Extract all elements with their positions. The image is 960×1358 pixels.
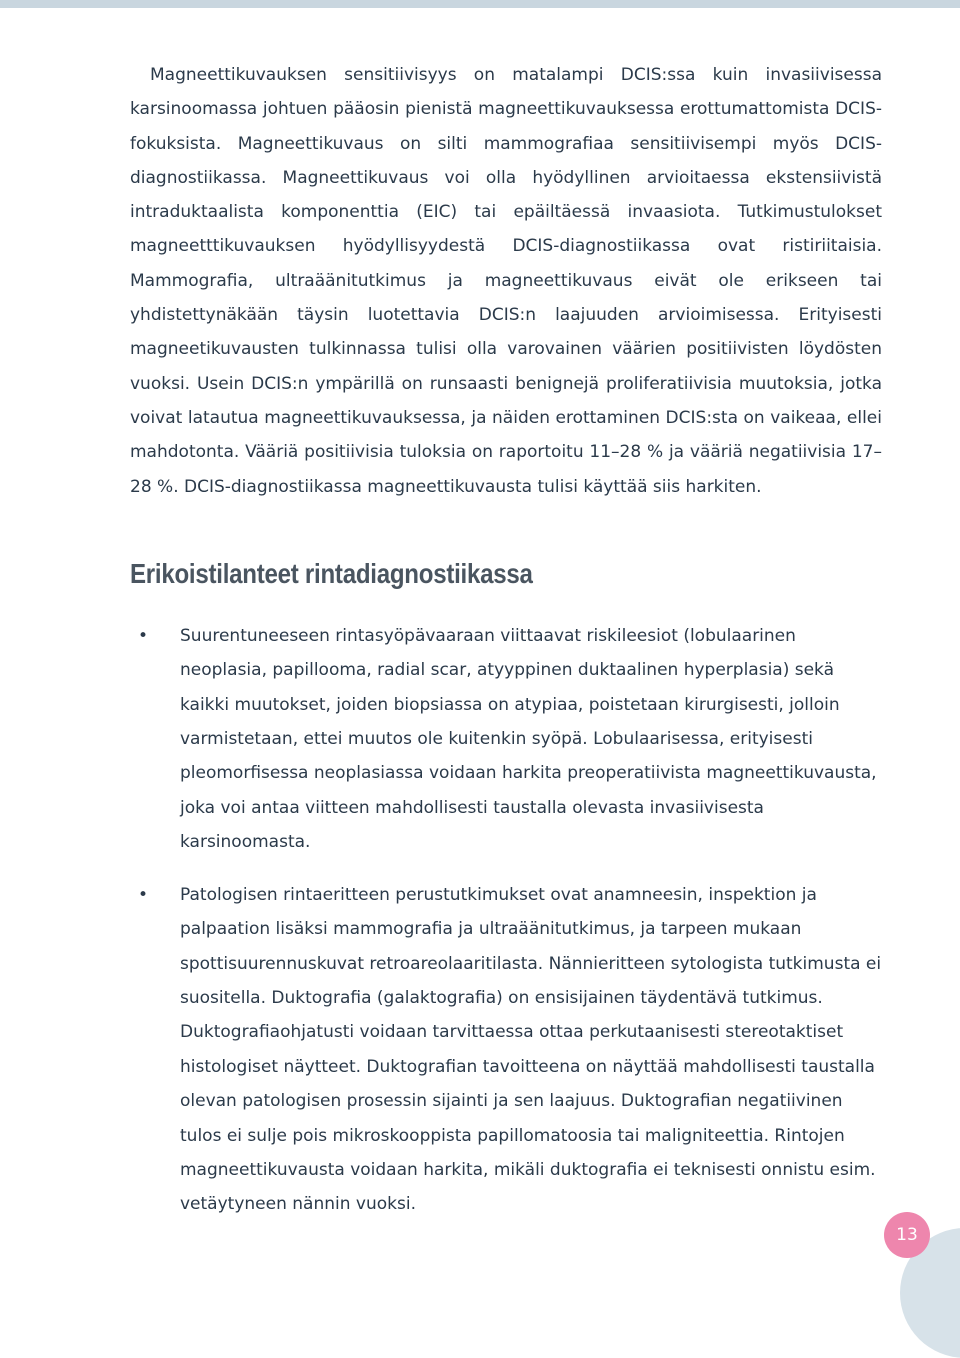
section-heading: Erikoistilanteet rintadiagnostiikassa: [130, 557, 533, 589]
intro-paragraph-text: Magneettikuvauksen sensitiivisyys on matalampi DCIS:ssa kuin invasiivisessa karsinoomassa johtuen pääosin pienistä magneettikuvauksessa erottumattomista DCIS-fokuksista. Magneettikuvaus on silti mammografiaa sensitiivisempi myös DCIS-diagnostiikassa. Magneettikuvaus voi olla hyödyllinen arvioitaessa ekstensiivistä intraduktaalista komponenttia (EIC) tai epäiltäessä invaasiota. Tutkimustulokset magneetttikuvauksen hyödyllisyydestä DCIS-diagnostiikassa ovat ristiriitaisia. Mammografia, ultraäänitutkimus ja magneettikuvaus eivät ole erikseen tai yhdistettynäkään täysin luotettavia DCIS:n laajuuden arvioimisessa. Erityisesti magneetikuvausten tulkinnassa tulisi olla varovainen väärien positiivisten löydösten vuoksi. Usein DCIS:n ympärillä on runsaasti benignejä proliferatiivisia muutoksia, jotka voivat latautua magneettikuvauksessa, ja näiden erottaminen DCIS:sta on vaikeaa, ellei mahdotonta. Vääriä positiivisia tuloksia on raportoitu 11–28 % ja vääriä negatiivisia 17–28 %. DCIS-diagnostiikassa magneettikuvausta tulisi käyttää siis harkiten.: [130, 65, 882, 497]
bullet-icon: •: [138, 625, 149, 646]
bullet-icon: •: [138, 884, 149, 905]
page-number: 13: [896, 1225, 918, 1245]
bullet-list: [130, 619, 882, 1222]
list-item-text: Patologisen rintaeritteen perustutkimukset ovat anamneesin, inspektion ja palpaation lisäksi mammografia ja ultraäänitutkimus, ja tarpeen mukaan spottisuurennuskuvat retroareolaaritilasta. Nännieritteen sytologista tutkimusta ei suositella. Duktografia (galaktografia) on ensisijainen täydentävä tutkimus. Duktografiaohjatusti voidaan tarvittaessa ottaa perkutaanisesti stereotaktiset histologiset näytteet. Duktografian tavoitteena on näyttää mahdollisesti taustalla olevan patologisen prosessin sijainti ja sen laajuus. Duktografian negatiivinen tulos ei sulje pois mikroskooppista papillomatoosia tai maligniteettia. Rintojen magneettikuvausta voidaan harkita, mikäli duktografia ei teknisesti onnistu esim. vetäytyneen nännin vuoksi.: [180, 884, 882, 1215]
page-number-badge: [884, 1212, 930, 1258]
list-item: [130, 878, 882, 1222]
list-item-text: Suurentuneeseen rintasyöpävaaraan viittaavat riskileesiot (lobulaarinen neoplasia, papillooma, radial scar, atyyppinen duktaalinen hyperplasia) sekä kaikki muutokset, joiden biopsiassa on atypiaa, poistetaan kirurgisesti, jolloin varmistetaan, ettei muutos ole kuitenkin syöpä. Lobulaarisessa, erityisesti pleomorfisessa neoplasiassa voidaan harkita preoperatiivista magneettikuvausta, joka voi antaa viitteen mahdollisesti taustalla olevasta invasiivisesta karsinoomasta.: [180, 625, 877, 853]
intro-paragraph: [130, 58, 882, 504]
top-decorative-bar: [0, 0, 960, 8]
page-content: [130, 58, 882, 1240]
list-item: [130, 619, 882, 860]
